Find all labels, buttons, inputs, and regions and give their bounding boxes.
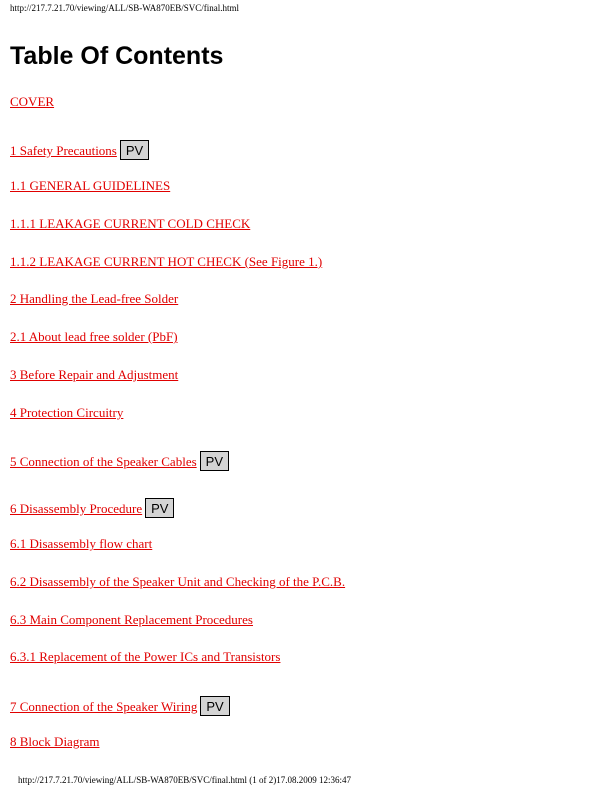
toc-link-cover[interactable]: COVER (10, 94, 55, 109)
toc-item (10, 367, 178, 382)
toc-item (10, 178, 170, 193)
toc-link-7[interactable]: 7 Connection of the Speaker Wiring (10, 699, 198, 714)
pv-button[interactable]: PV (200, 696, 229, 716)
toc-link-3[interactable]: 3 Before Repair and Adjustment (10, 367, 179, 382)
toc-link-6-3[interactable]: 6.3 Main Component Replacement Procedures (10, 612, 253, 627)
toc-link-8[interactable]: 8 Block Diagram (10, 734, 100, 749)
toc-item (10, 291, 178, 306)
toc-item (10, 536, 152, 551)
toc-item (10, 449, 229, 469)
page-url-footer: http://217.7.21.70/viewing/ALL/SB-WA870EB/SVC/final.html (1 of 2)17.08.2009 12:36:47 (18, 775, 351, 785)
toc-item (10, 405, 123, 420)
page-title: Table Of Contents (10, 42, 224, 70)
toc-link-6-2[interactable]: 6.2 Disassembly of the Speaker Unit and Checking of the P.C.B. (10, 574, 346, 589)
toc-item (10, 94, 54, 109)
pv-button[interactable]: PV (120, 140, 149, 160)
toc-item (10, 138, 149, 158)
toc-link-1-1-1[interactable]: 1.1.1 LEAKAGE CURRENT COLD CHECK (10, 216, 251, 231)
toc-link-5[interactable]: 5 Connection of the Speaker Cables (10, 454, 197, 469)
page-url-header: http://217.7.21.70/viewing/ALL/SB-WA870EB/SVC/final.html (10, 3, 239, 13)
toc-link-1-1[interactable]: 1.1 GENERAL GUIDELINES (10, 178, 171, 193)
toc-link-1[interactable]: 1 Safety Precautions (10, 143, 117, 158)
toc-item (10, 612, 253, 627)
toc-link-6-1[interactable]: 6.1 Disassembly flow chart (10, 536, 153, 551)
toc-item (10, 734, 100, 749)
toc-link-6[interactable]: 6 Disassembly Procedure (10, 501, 143, 516)
toc-link-6-3-1[interactable]: 6.3.1 Replacement of the Power ICs and Transistors (10, 649, 281, 664)
toc-item (10, 496, 174, 516)
toc-item (10, 329, 178, 344)
toc-link-2-1[interactable]: 2.1 About lead free solder (PbF) (10, 329, 178, 344)
pv-button[interactable]: PV (145, 498, 174, 518)
toc-item (10, 649, 280, 664)
toc-link-2[interactable]: 2 Handling the Lead-free Solder (10, 291, 179, 306)
toc-link-4[interactable]: 4 Protection Circuitry (10, 405, 124, 420)
toc-item (10, 216, 250, 231)
toc-item (10, 574, 345, 589)
toc-item (10, 254, 322, 269)
toc-link-1-1-2[interactable]: 1.1.2 LEAKAGE CURRENT HOT CHECK (See Figure 1.) (10, 254, 323, 269)
toc-item (10, 694, 230, 714)
pv-button[interactable]: PV (200, 451, 229, 471)
